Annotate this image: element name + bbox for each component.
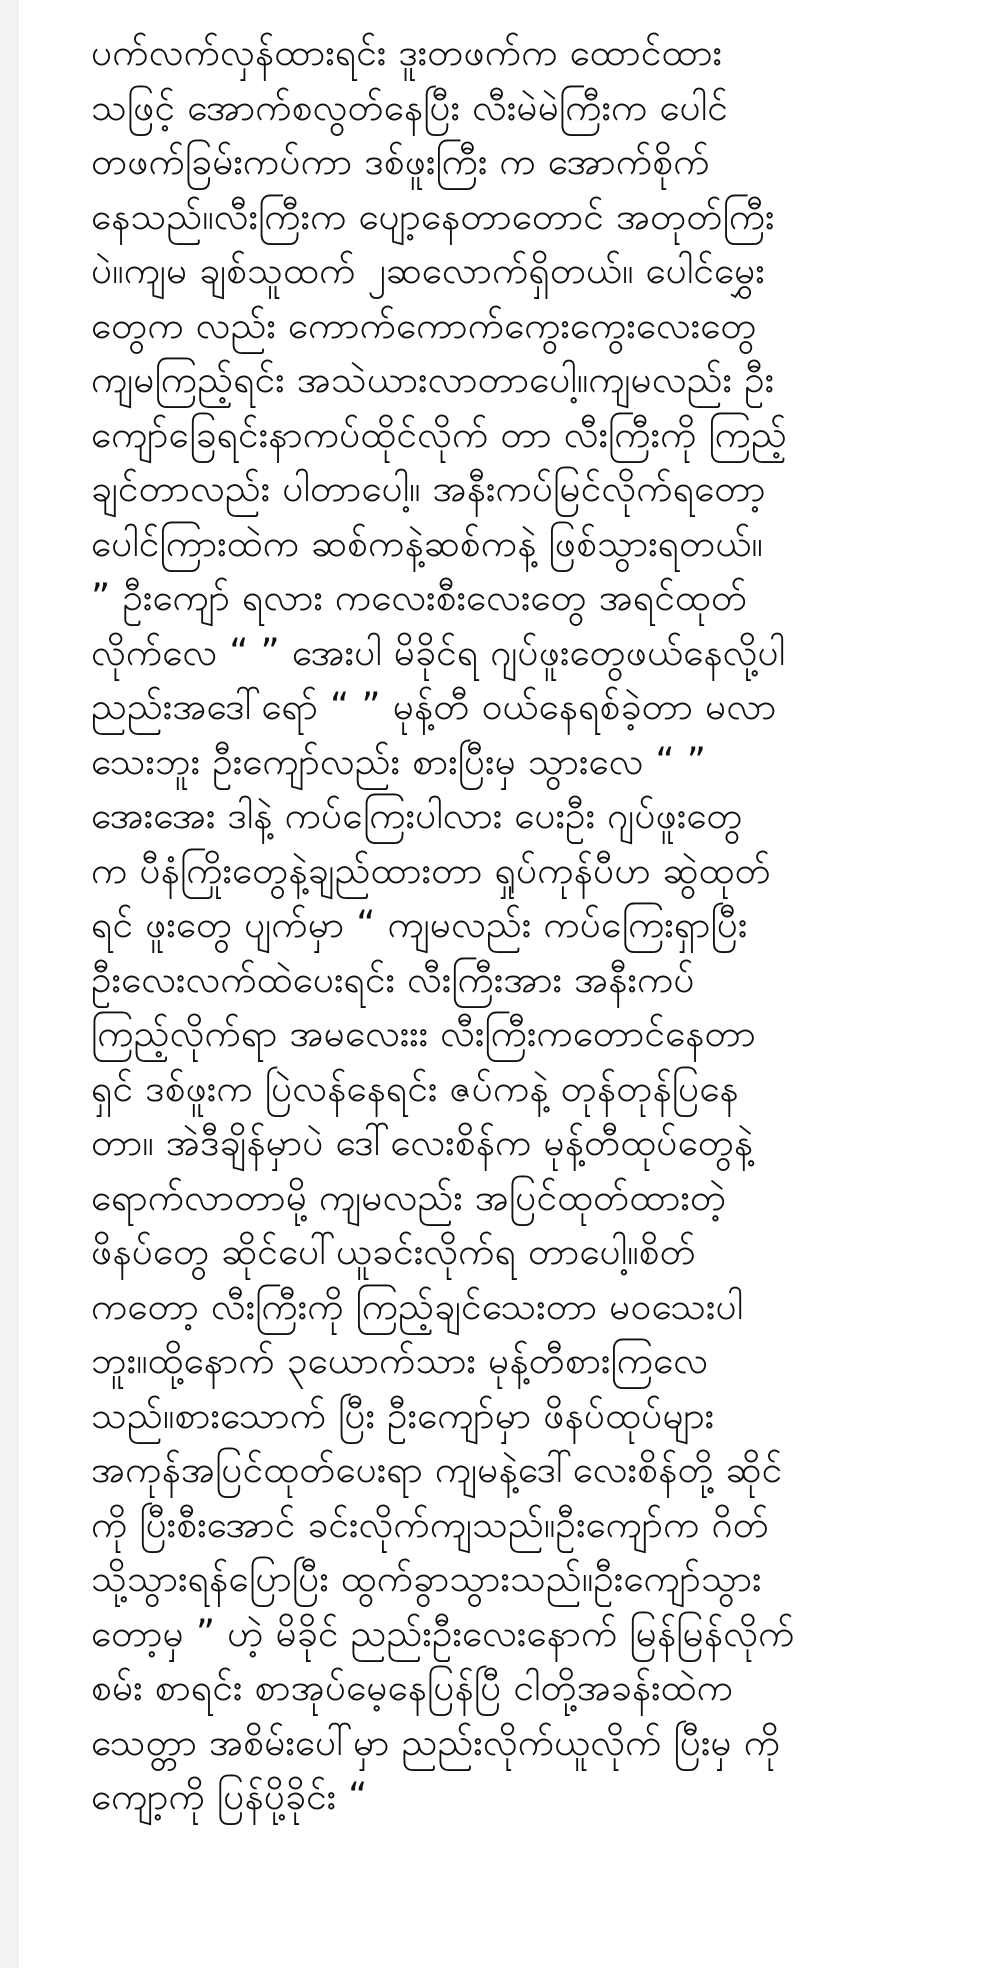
article-body-text: ပက်လက်လှန်ထားရင်း ဒူးတဖက်က ထောင်ထား သဖြင့် အောက်စလွတ်နေပြီး လီးမဲမဲကြီးက ပေါင် တဖက်ခြမ်းကပ်ကာ ဒစ်ဖူးကြီး က အောက်စိုက် နေသည်။လီးကြီးက ပျော့နေတာတောင် အတုတ်ကြီး ပဲ။ကျမ ချစ်သူထက် ၂ဆလောက်ရှိတယ်။ ပေါင်မွှေး တွေက လည်း ကောက်ကောက်ကွေးကွေးလေးတွေ ကျမကြည့်ရင်း အသဲယားလာတာပေါ့။ကျမလည်း ဦး ကျော်ခြေရင်းနာကပ်ထိုင်လိုက် တာ လီးကြီးကို ကြည့် ချင်တာလည်း ပါတာပေါ့။ အနီးကပ်မြင်လိုက်ရတော့ ပေါင်ကြားထဲက ဆစ်ကနဲ့ဆစ်ကနဲ့ ဖြစ်သွားရတယ်။ ” ဦးကျော် ရလား ကလေးစီးလေးတွေ အရင်ထုတ် လိုက်လေ “ ” အေးပါ မိခိုင်ရ ဂျပ်ဖူးတွေဖယ်နေလို့ပါ ညည်းအဒေါ်ရော် “ ” မုန့်တီ ဝယ်နေရစ်ခဲ့တာ မလာ သေးဘူး ဦးကျော်လည်း စားပြီးမှ သွားလေ “ ” အေးအေး ဒါနဲ့ ကပ်ကြေးပါလား ပေးဦး ဂျပ်ဖူးတွေ က ပီနံကြိုးတွေနဲ့ချည်ထားတာ ရှုပ်ကုန်ပီဟ ဆွဲထုတ် ရင် ဖူးတွေ ပျက်မှာ “ ကျမလည်း ကပ်ကြေးရှာပြီး ဦးလေးလက်ထဲပေးရင်း လီးကြီးအား အနီးကပ် ကြည့်လိုက်ရာ အမလေးးး လီးကြီးကတောင်နေတာ ရှင် ဒစ်ဖူးက ပြဲလန်နေရင်း ဇပ်ကနဲ့ တုန်တုန်ပြနေ တာ။ အဲဒီချိန်မှာပဲ ဒေါ်လေးစိန်က မုန့်တီထုပ်တွေနဲ့ ရောက်လာတာမို့ ကျမလည်း အပြင်ထုတ်ထားတဲ့ ဖိနပ်တွေ ဆိုင်ပေါ်ယူခင်းလိုက်ရ တာပေါ့။စိတ် ကတော့ လီးကြီးကို ကြည့်ချင်သေးတာ မဝသေးပါ ဘူး။ထို့နောက် ၃ယောက်သား မုန့်တီစားကြလေ သည်။စားသောက် ပြီး ဦးကျော်မှာ ဖိနပ်ထုပ်များ အကုန်အပြင်ထုတ်ပေးရာ ကျမနဲ့ဒေါ်လေးစိန်တို့ ဆိုင် ကို ပြီးစီးအောင် ခင်းလိုက်ကျသည်။ဦးကျော်က ဂိတ် သို့သွားရန်ပြောပြီး ထွက်ခွာသွားသည်။ဦးကျော်သွား တော့မှ ” ဟဲ့ မိခိုင် ညည်းဦးလေးနောက် မြန်မြန်လိုက် စမ်း စာရင်း စာအုပ်မေ့နေပြန်ပြီ ငါတို့အခန်းထဲက သေတ္တာ အစိမ်းပေါ်မှာ ညည်းလိုက်ယူလိုက် ပြီးမှ ကို ကျော့ကို ပြန်ပို့ခိုင်း “ [91,31,795,1818]
article-container[interactable] [19,0,989,1968]
left-gutter [0,0,19,1968]
